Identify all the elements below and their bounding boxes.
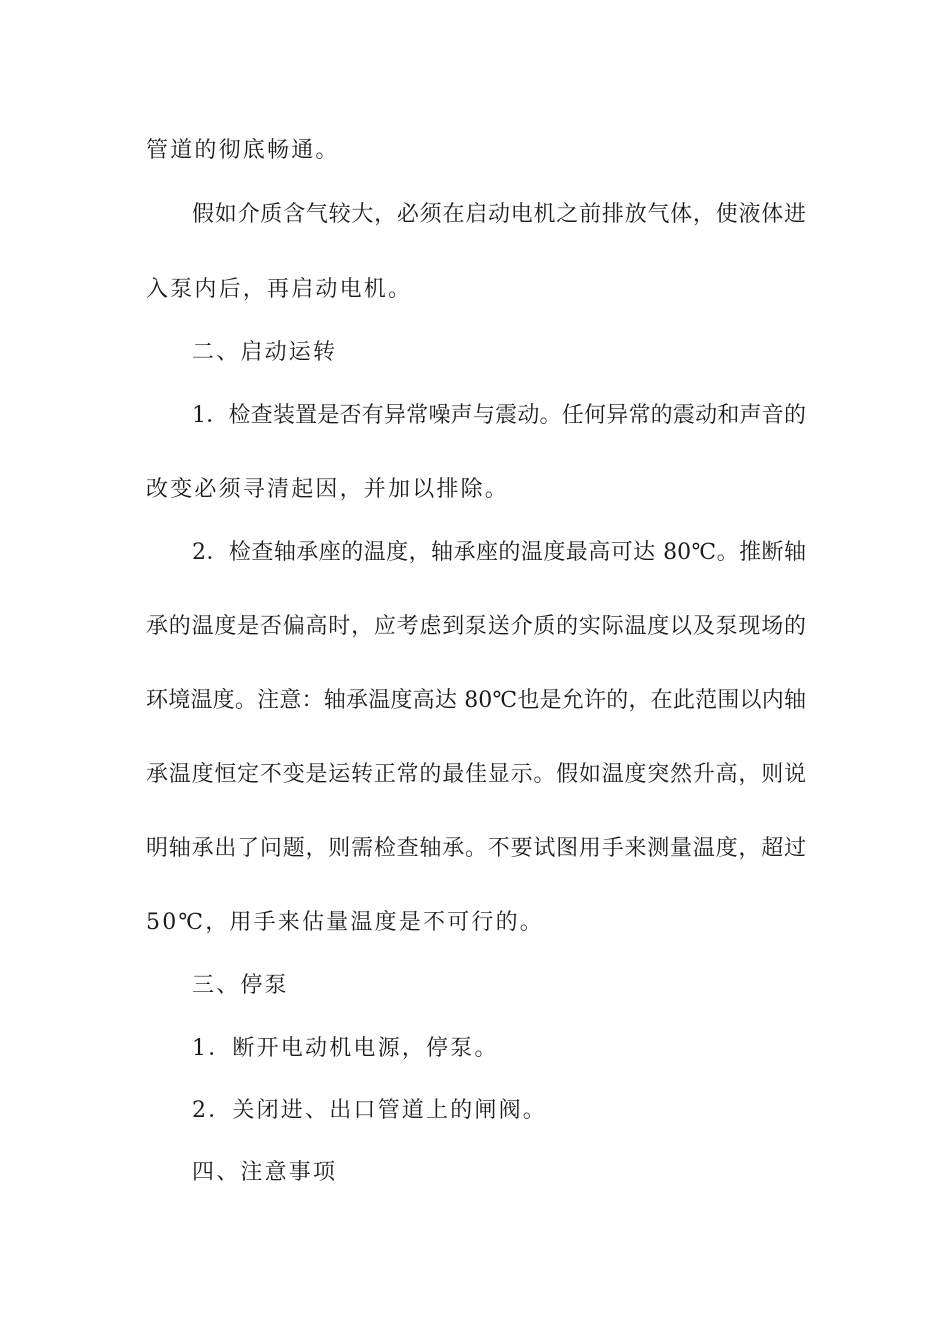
paragraph-line: 2．关闭进、出口管道上的闸阀。 xyxy=(192,1098,547,1123)
paragraph-line: 1．断开电动机电源，停泵。 xyxy=(192,1036,499,1061)
section-heading: 三、停泵 xyxy=(192,973,289,998)
paragraph-line: 承的温度是否偏高时，应考虑到泵送介质的实际温度以及泵现场的 xyxy=(146,614,806,639)
section-heading: 二、启动运转 xyxy=(192,340,338,365)
paragraph-line: 明轴承出了问题，则需检查轴承。不要试图用手来测量温度，超过 xyxy=(146,836,806,861)
paragraph-line: 假如介质含气较大，必须在启动电机之前排放气体，使液体进 xyxy=(192,202,806,227)
paragraph-line: 管道的彻底畅通。 xyxy=(146,138,340,163)
section-heading: 四、注意事项 xyxy=(192,1160,338,1185)
paragraph-line: 50℃，用手来估量温度是不可行的。 xyxy=(146,910,545,935)
paragraph-line: 2．检查轴承座的温度，轴承座的温度最高可达 80℃。推断轴 xyxy=(192,540,806,565)
paragraph-line: 承温度恒定不变是运转正常的最佳显示。假如温度突然升高，则说 xyxy=(146,762,806,787)
paragraph-line: 环境温度。注意：轴承温度高达 80℃也是允许的，在此范围以内轴 xyxy=(146,688,806,713)
paragraph-line: 入泵内后，再启动电机。 xyxy=(146,277,413,302)
paragraph-line: 1．检查装置是否有异常噪声与震动。任何异常的震动和声音的 xyxy=(192,403,806,428)
paragraph-line: 改变必须寻清起因，并加以排除。 xyxy=(146,477,510,502)
